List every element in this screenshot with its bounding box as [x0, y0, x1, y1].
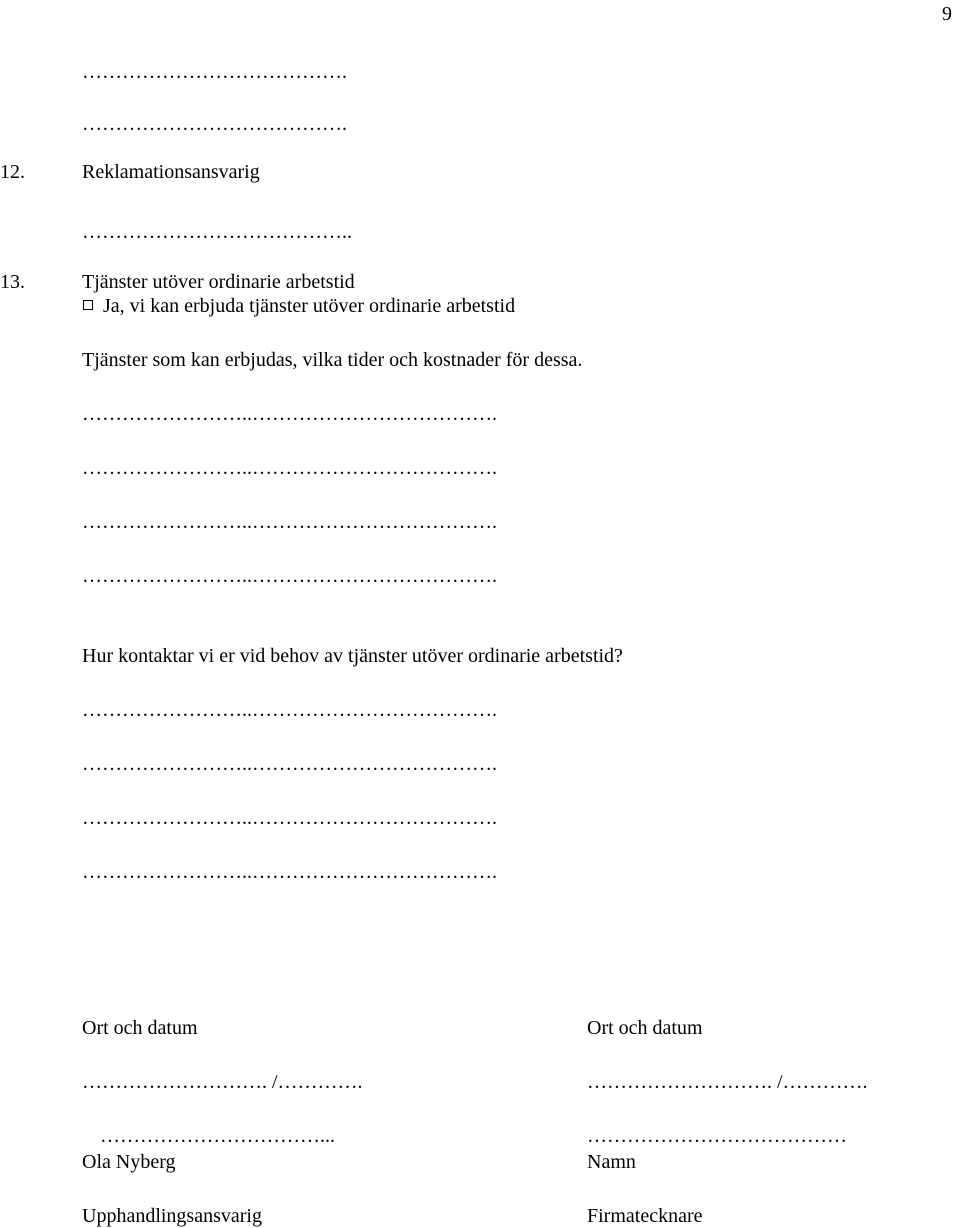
dotted-answer-line: ……………………..………………………………. — [82, 699, 497, 721]
dotted-answer-line: …………………………………. — [82, 113, 347, 135]
dotted-answer-line: ……………………..………………………………. — [82, 457, 497, 479]
right-signature-line: ………………………………… — [587, 1125, 847, 1147]
section-12-number: 12. — [0, 161, 25, 183]
dotted-answer-line: ……………………..………………………………. — [82, 753, 497, 775]
checkbox-icon[interactable] — [83, 300, 93, 310]
left-place-date-line: ………………………. /…………. — [82, 1071, 363, 1093]
dotted-answer-line: ……………………..………………………………. — [82, 403, 497, 425]
dotted-answer-line: ……………………..………………………………. — [82, 861, 497, 883]
right-place-date-line: ………………………. /…………. — [587, 1071, 868, 1093]
dotted-answer-line: ……………………..………………………………. — [82, 511, 497, 533]
left-signer-name: Ola Nyberg — [82, 1151, 176, 1173]
left-signature-line: ……………………………... — [100, 1125, 335, 1147]
dotted-answer-line: ……………………..………………………………. — [82, 565, 497, 587]
left-place-date-label: Ort och datum — [82, 1017, 198, 1039]
right-signer-title: Firmatecknare — [587, 1205, 703, 1227]
question-contact: Hur kontaktar vi er vid behov av tjänster utöver ordinarie arbetstid? — [82, 645, 623, 667]
right-signer-name: Namn — [587, 1151, 636, 1173]
dotted-answer-line: …………………………………. — [82, 61, 347, 83]
dotted-answer-line: ……………………..………………………………. — [82, 807, 497, 829]
question-services: Tjänster som kan erbjudas, vilka tider och kostnader för dessa. — [82, 349, 583, 371]
section-13-number: 13. — [0, 271, 25, 293]
section-13-title: Tjänster utöver ordinarie arbetstid — [82, 271, 355, 293]
right-place-date-label: Ort och datum — [587, 1017, 703, 1039]
page-number: 9 — [942, 3, 952, 25]
section-12-title: Reklamationsansvarig — [82, 161, 260, 183]
dotted-answer-line: ………………………………….. — [82, 221, 352, 243]
checkbox-label: Ja, vi kan erbjuda tjänster utöver ordinarie arbetstid — [103, 295, 516, 317]
left-signer-title: Upphandlingsansvarig — [82, 1205, 262, 1227]
